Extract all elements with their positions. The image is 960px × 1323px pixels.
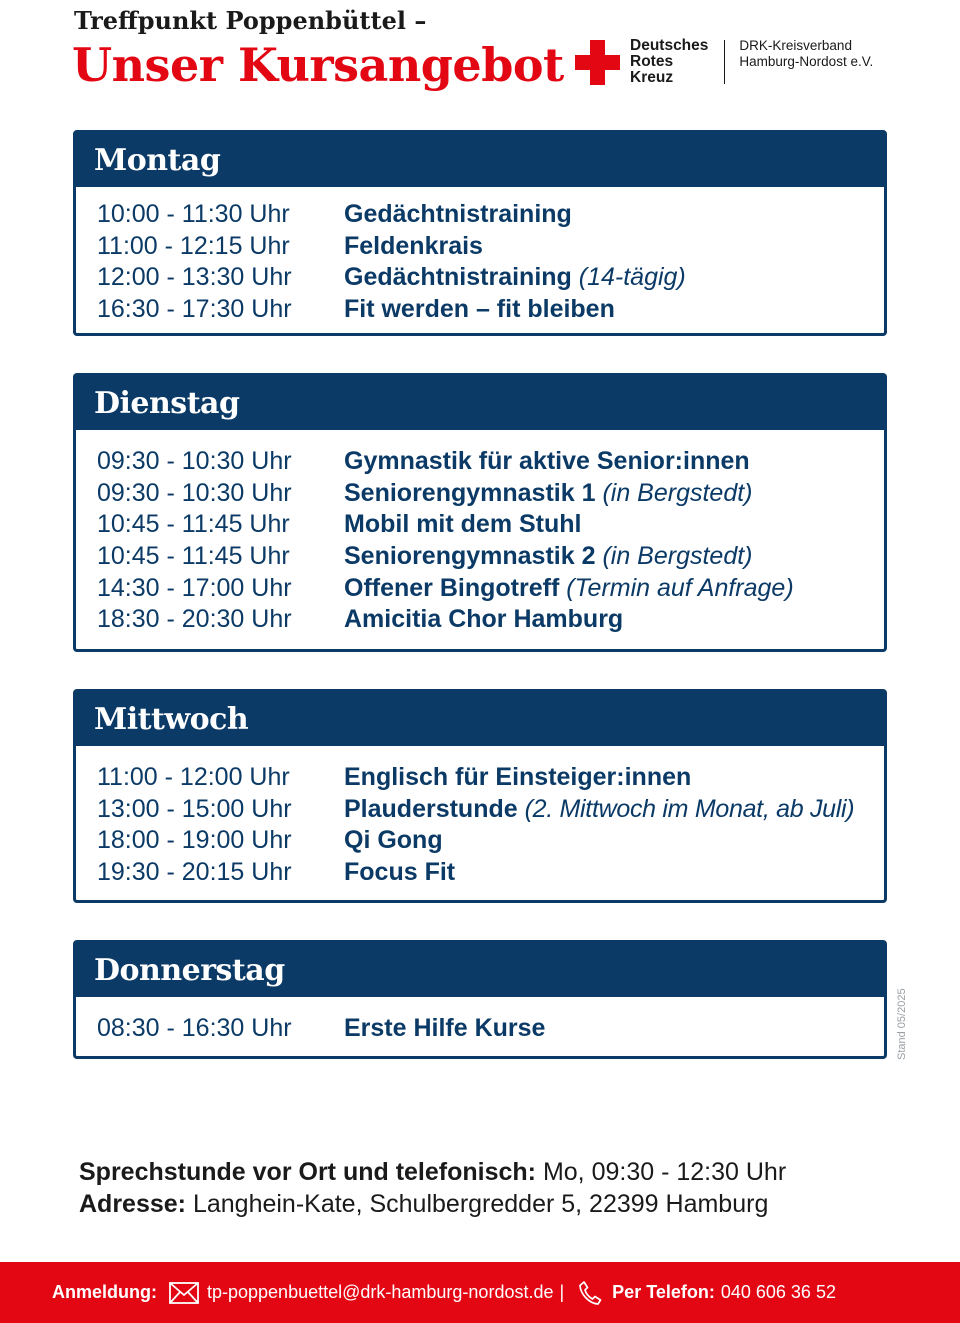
course-time: 10:45 - 11:45 Uhr — [97, 510, 290, 539]
course-name: Seniorengymnastik 2 — [344, 542, 596, 571]
logo-wordmark: Deutsches Rotes Kreuz — [630, 37, 709, 86]
course-row — [97, 541, 884, 573]
day-header — [76, 376, 884, 430]
day-name: Donnerstag — [94, 952, 285, 988]
day-name: Dienstag — [94, 385, 240, 421]
course-time: 16:30 - 17:30 Uhr — [97, 295, 292, 324]
course-row — [97, 572, 884, 604]
office-hours: Sprechstunde vor Ort und telefonisch: Mo, 09:30 - 12:30 Uhr — [79, 1158, 787, 1186]
course-row — [97, 262, 884, 294]
day-card-montag — [73, 130, 887, 336]
contact-info — [79, 1156, 786, 1220]
course-time: 10:45 - 11:45 Uhr — [97, 542, 290, 571]
course-time: 10:00 - 11:30 Uhr — [97, 200, 290, 229]
course-row — [97, 478, 884, 510]
day-card-mittwoch — [73, 689, 887, 903]
course-name: Gedächtnistraining — [344, 263, 572, 292]
signup-label: Anmeldung: — [52, 1282, 157, 1302]
course-note: (14-tägig) — [578, 263, 686, 292]
envelope-icon — [169, 1282, 199, 1304]
course-name: Focus Fit — [344, 858, 456, 887]
header-subtitle: Treffpunkt Poppenbüttel – — [74, 6, 427, 35]
phone-number-link[interactable]: 040 606 36 52 — [720, 1282, 836, 1302]
phone-icon — [578, 1280, 602, 1306]
course-row — [97, 199, 884, 231]
day-header — [76, 133, 884, 187]
course-name: Gedächtnistraining — [344, 200, 572, 229]
course-time: 08:30 - 16:30 Uhr — [97, 1014, 292, 1043]
course-row — [97, 857, 884, 889]
course-row — [97, 231, 884, 263]
day-name: Mittwoch — [94, 701, 249, 737]
course-time: 11:00 - 12:00 Uhr — [97, 763, 290, 792]
course-time: 19:30 - 20:15 Uhr — [97, 858, 292, 887]
course-row — [97, 762, 884, 794]
course-row — [97, 1013, 884, 1045]
course-name: Fit werden – fit bleiben — [344, 295, 615, 324]
course-row — [97, 446, 884, 478]
course-note: (Termin auf Anfrage) — [566, 573, 794, 602]
day-name: Montag — [94, 142, 221, 178]
course-time: 13:00 - 15:00 Uhr — [97, 794, 292, 823]
course-name: Qi Gong — [344, 826, 443, 855]
course-row — [97, 794, 884, 826]
course-name: Seniorengymnastik 1 — [344, 478, 596, 507]
course-row — [97, 509, 884, 541]
logo-divider — [724, 40, 725, 84]
course-name: Feldenkrais — [344, 231, 483, 260]
drk-logo — [575, 38, 873, 88]
logo-organization: DRK-Kreisverband Hamburg-Nordost e.V. — [739, 38, 874, 69]
course-time: 12:00 - 13:30 Uhr — [97, 263, 292, 292]
course-time: 09:30 - 10:30 Uhr — [97, 478, 292, 507]
course-name: Gymnastik für aktive Senior:innen — [344, 447, 750, 476]
course-time: 14:30 - 17:00 Uhr — [97, 573, 292, 602]
day-header — [76, 692, 884, 746]
revision-date: Stand 05/2025 — [896, 988, 908, 1060]
course-note: (in Bergstedt) — [602, 478, 753, 507]
course-row — [97, 825, 884, 857]
footer-separator: | — [559, 1282, 565, 1302]
course-name: Mobil mit dem Stuhl — [344, 510, 582, 539]
day-card-donnerstag — [73, 940, 887, 1059]
course-time: 11:00 - 12:15 Uhr — [97, 231, 290, 260]
course-note: (2. Mittwoch im Monat, ab Juli) — [524, 794, 855, 823]
course-time: 18:00 - 19:00 Uhr — [97, 826, 292, 855]
address: Adresse: Langhein-Kate, Schulbergredder 5, 22399 Hamburg — [79, 1190, 769, 1218]
course-row — [97, 604, 884, 636]
day-card-dienstag — [73, 373, 887, 652]
footer-bar — [0, 1262, 960, 1323]
day-header — [76, 943, 884, 997]
course-list — [76, 746, 884, 888]
course-name: Englisch für Einsteiger:innen — [344, 763, 692, 792]
signup-email-link[interactable]: tp-poppenbuettel@drk-hamburg-nordost.de — [207, 1282, 554, 1302]
course-name: Amicitia Chor Hamburg — [344, 605, 624, 634]
course-note: (in Bergstedt) — [602, 542, 753, 571]
course-name: Offener Bingotreff — [344, 573, 560, 602]
course-name: Erste Hilfe Kurse — [344, 1014, 546, 1043]
course-name: Plauderstunde — [344, 794, 518, 823]
course-time: 18:30 - 20:30 Uhr — [97, 605, 292, 634]
course-time: 09:30 - 10:30 Uhr — [97, 447, 292, 476]
course-list — [76, 187, 884, 325]
page-title: Unser Kursangebot — [72, 38, 564, 92]
course-list — [76, 430, 884, 636]
phone-label: Per Telefon: — [612, 1282, 715, 1302]
red-cross-icon — [575, 40, 620, 85]
course-list — [76, 997, 884, 1045]
course-row — [97, 294, 884, 326]
